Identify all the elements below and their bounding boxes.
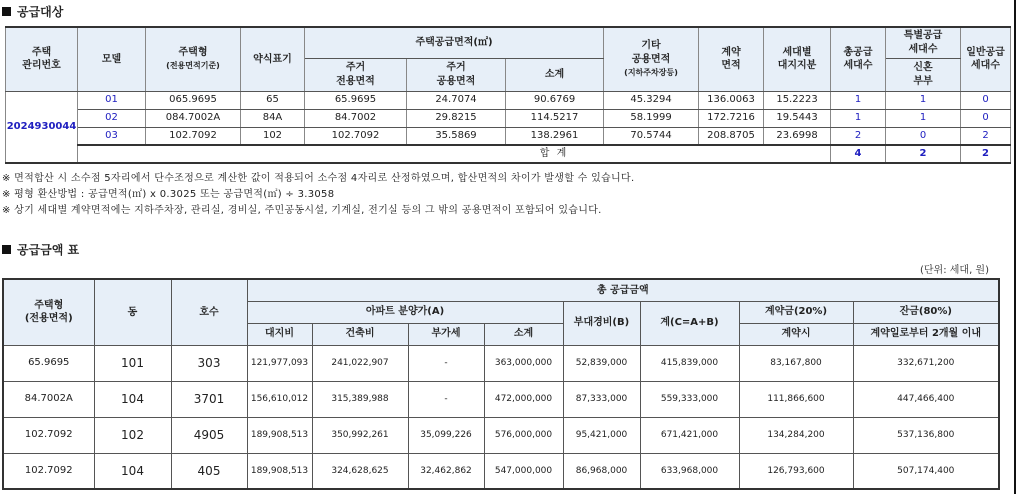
square-bullet-icon bbox=[2, 245, 11, 254]
header-total-units: 총공급 세대수 bbox=[831, 27, 886, 91]
header-balance-when: 계약일로부터 2개월 이내 bbox=[853, 323, 999, 345]
header-exclusive: 주거 전용면적 bbox=[305, 58, 407, 91]
unit-label: (단위: 세대, 원) bbox=[919, 265, 989, 276]
cell: 671,421,000 bbox=[640, 417, 739, 453]
cell: 208.8705 bbox=[699, 127, 764, 145]
cell: 121,977,093 bbox=[247, 345, 312, 381]
page-edge-divider bbox=[1014, 0, 1016, 494]
cell: 1 bbox=[886, 91, 961, 109]
cell: 01 bbox=[78, 91, 146, 109]
cell: 102.7092 bbox=[305, 127, 407, 145]
cell: 303 bbox=[171, 345, 247, 381]
cell: 4905 bbox=[171, 417, 247, 453]
cell: 35,099,226 bbox=[408, 417, 484, 453]
table-row bbox=[3, 381, 999, 417]
cell: 189,908,513 bbox=[247, 417, 312, 453]
cell: 65.9695 bbox=[305, 91, 407, 109]
header-deposit-when: 계약시 bbox=[739, 323, 853, 345]
table-row bbox=[6, 127, 1011, 145]
header-subtotal: 소계 bbox=[484, 323, 563, 345]
section-title-supply-target: 공급대상 bbox=[2, 3, 63, 20]
total-cell: 4 bbox=[831, 145, 886, 163]
cell: 32,462,862 bbox=[408, 453, 484, 489]
cell: 559,333,000 bbox=[640, 381, 739, 417]
cell: 363,000,000 bbox=[484, 345, 563, 381]
cell: 102.7092 bbox=[146, 127, 241, 145]
header-area: 주택공급면적(㎡) bbox=[305, 27, 604, 58]
cell: 83,167,800 bbox=[739, 345, 853, 381]
supply-target-table bbox=[5, 26, 1011, 164]
cell: - bbox=[408, 381, 484, 417]
cell: 52,839,000 bbox=[563, 345, 640, 381]
header-abbr: 약식표기 bbox=[241, 27, 305, 91]
note: ※ 상기 세대별 계약면적에는 지하주차장, 관리실, 경비실, 주민공동시설, 기계실, 전기실 등의 그 밖의 공용면적이 포함되어 있습니다. bbox=[2, 205, 602, 216]
header-sum: 계(C=A+B) bbox=[640, 301, 739, 345]
cell: 1 bbox=[831, 91, 886, 109]
cell: 447,466,400 bbox=[853, 381, 999, 417]
table-row bbox=[6, 91, 1011, 109]
mgmt-no: 2024930044 bbox=[6, 91, 78, 163]
cell: 65.9695 bbox=[3, 345, 94, 381]
header-special: 특별공급 세대수 bbox=[886, 27, 961, 58]
cell: 111,866,600 bbox=[739, 381, 853, 417]
cell: 633,968,000 bbox=[640, 453, 739, 489]
header-general: 일반공급 세대수 bbox=[961, 27, 1011, 91]
header-etc-common: 기타 공용면적 (지하주차장등) bbox=[604, 27, 699, 91]
header-type: 주택형 (전용면적기준) bbox=[146, 27, 241, 91]
header-contract-area: 계약 면적 bbox=[699, 27, 764, 91]
cell: 324,628,625 bbox=[312, 453, 408, 489]
header-dong: 동 bbox=[94, 279, 171, 345]
total-row bbox=[6, 145, 1011, 163]
cell: 45.3294 bbox=[604, 91, 699, 109]
cell: 350,992,261 bbox=[312, 417, 408, 453]
cell: 102.7092 bbox=[3, 453, 94, 489]
header-extra: 부대경비(B) bbox=[563, 301, 640, 345]
cell: 189,908,513 bbox=[247, 453, 312, 489]
cell: 2 bbox=[831, 127, 886, 145]
header-newlywed: 신혼 부부 bbox=[886, 58, 961, 91]
header-model: 모델 bbox=[78, 27, 146, 91]
cell: 472,000,000 bbox=[484, 381, 563, 417]
cell: 315,389,988 bbox=[312, 381, 408, 417]
supply-price-table bbox=[2, 278, 1000, 490]
cell: 23.6998 bbox=[764, 127, 831, 145]
total-cell: 2 bbox=[961, 145, 1011, 163]
header-total-price: 총 공급금액 bbox=[247, 279, 999, 301]
header-type: 주택형 (전용면적) bbox=[3, 279, 94, 345]
cell: 138.2961 bbox=[506, 127, 604, 145]
header-build: 건축비 bbox=[312, 323, 408, 345]
header-mgmt-no: 주택 관리번호 bbox=[6, 27, 78, 91]
cell: 24.7074 bbox=[407, 91, 506, 109]
cell: 0 bbox=[886, 127, 961, 145]
header-land: 대지비 bbox=[247, 323, 312, 345]
cell: 101 bbox=[94, 345, 171, 381]
cell: 405 bbox=[171, 453, 247, 489]
cell: 102 bbox=[94, 417, 171, 453]
cell: 241,022,907 bbox=[312, 345, 408, 381]
cell: 537,136,800 bbox=[853, 417, 999, 453]
cell: 507,174,400 bbox=[853, 453, 999, 489]
cell: 126,793,600 bbox=[739, 453, 853, 489]
total-cell: 2 bbox=[886, 145, 961, 163]
cell: 1 bbox=[886, 109, 961, 127]
cell: 86,968,000 bbox=[563, 453, 640, 489]
cell: 104 bbox=[94, 381, 171, 417]
cell: 114.5217 bbox=[506, 109, 604, 127]
cell: 1 bbox=[831, 109, 886, 127]
table-row bbox=[3, 345, 999, 381]
cell: 35.5869 bbox=[407, 127, 506, 145]
cell: 065.9695 bbox=[146, 91, 241, 109]
cell: 95,421,000 bbox=[563, 417, 640, 453]
square-bullet-icon bbox=[2, 7, 11, 16]
cell: 134,284,200 bbox=[739, 417, 853, 453]
header-vat: 부가세 bbox=[408, 323, 484, 345]
cell: 03 bbox=[78, 127, 146, 145]
cell: 84.7002A bbox=[3, 381, 94, 417]
cell: 102 bbox=[241, 127, 305, 145]
table-row bbox=[3, 453, 999, 489]
section-title-supply-price: 공급금액 표 bbox=[2, 241, 79, 258]
cell: 29.8215 bbox=[407, 109, 506, 127]
note: ※ 평형 환산방법 : 공급면적(㎡) x 0.3025 또는 공급면적(㎡) ÷ 3.3058 bbox=[2, 189, 335, 200]
header-subtotal: 소계 bbox=[506, 58, 604, 91]
header-land-share: 세대별 대지지분 bbox=[764, 27, 831, 91]
cell: 84.7002 bbox=[305, 109, 407, 127]
cell: - bbox=[408, 345, 484, 381]
header-balance: 잔금(80%) bbox=[853, 301, 999, 323]
cell: 547,000,000 bbox=[484, 453, 563, 489]
header-apt-price: 아파트 분양가(A) bbox=[247, 301, 563, 323]
cell: 576,000,000 bbox=[484, 417, 563, 453]
cell: 90.6769 bbox=[506, 91, 604, 109]
note: ※ 면적합산 시 소수점 5자리에서 단수조정으로 계산한 값이 적용되어 소수점 4자리로 산정하였으며, 합산면적의 차이가 발생할 수 있습니다. bbox=[2, 173, 635, 184]
header-deposit: 계약금(20%) bbox=[739, 301, 853, 323]
cell: 084.7002A bbox=[146, 109, 241, 127]
cell: 84A bbox=[241, 109, 305, 127]
table-row bbox=[6, 109, 1011, 127]
cell: 70.5744 bbox=[604, 127, 699, 145]
cell: 3701 bbox=[171, 381, 247, 417]
cell: 104 bbox=[94, 453, 171, 489]
cell: 2 bbox=[961, 127, 1011, 145]
header-common: 주거 공용면적 bbox=[407, 58, 506, 91]
total-label: 합 계 bbox=[78, 145, 831, 163]
cell: 172.7216 bbox=[699, 109, 764, 127]
cell: 15.2223 bbox=[764, 91, 831, 109]
cell: 65 bbox=[241, 91, 305, 109]
cell: 02 bbox=[78, 109, 146, 127]
cell: 156,610,012 bbox=[247, 381, 312, 417]
cell: 19.5443 bbox=[764, 109, 831, 127]
table-row bbox=[3, 417, 999, 453]
cell: 332,671,200 bbox=[853, 345, 999, 381]
cell: 415,839,000 bbox=[640, 345, 739, 381]
cell: 102.7092 bbox=[3, 417, 94, 453]
cell: 0 bbox=[961, 91, 1011, 109]
cell: 136.0063 bbox=[699, 91, 764, 109]
header-ho: 호수 bbox=[171, 279, 247, 345]
cell: 0 bbox=[961, 109, 1011, 127]
cell: 58.1999 bbox=[604, 109, 699, 127]
cell: 87,333,000 bbox=[563, 381, 640, 417]
notes bbox=[2, 171, 634, 219]
